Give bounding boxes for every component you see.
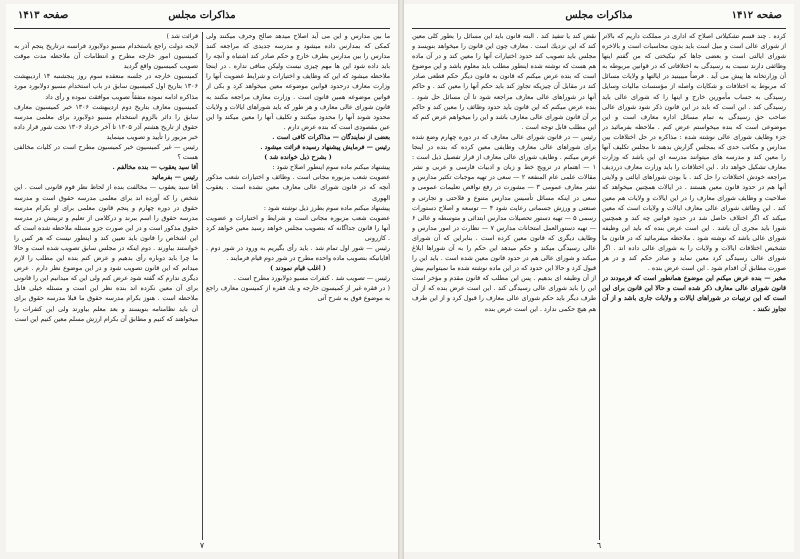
paragraph: رئيس — شور اول تمام شد . بايد رأى بگيريم به ورود در شور دوم . آقايانيكه بتصويب ماده واحده مطرح در شور دوم قيام فرمايند . xyxy=(206,244,390,263)
paragraph: عضويت شعب مزبوره مجانى است و شرايط و اختيارات و عضويت آنها را قانون جداگانه كه بتصويب مجلس خواهد رسيد معين خواهد كرد . كازرونى xyxy=(206,214,390,242)
right-column xyxy=(602,32,786,540)
paragraph: بعضى از نمايندگان — مذاكرات كافى است . xyxy=(272,133,390,141)
page-number: ٧ xyxy=(199,541,205,550)
header-title: مذاكرات مجلس xyxy=(565,10,633,21)
text-columns xyxy=(412,32,786,540)
header-rule xyxy=(14,28,390,29)
paragraph: لايحه دولت راجع باستخدام مسيو دولابورد فرانسه درتاريخ پنجم آذر به كميسيون امور خارجه مطرح و انتظامات آن ملاحظه مدت موقت تصويب كميسيون واقع گرديد xyxy=(14,43,198,71)
paragraph: ( اغلب قيام نمودند ) xyxy=(270,265,326,273)
paragraph: ما بين مدارس و اين مى آيد اصلاح ميدهد صالح وحرف ميكنند ولى كمكى كه بمدارس داده ميشود و مدرسه جديدى كه مراجعه كنند مدارس را بين مدارس بطرف خارج و حكم صادر كند اشتباه و آنچه را بايد داده شود اين ها مهم چيزى نيست وليكن منافى نداره . در اينجا ملاحظه ميشود كه اين كه وظايف و اختيارات و شرايط عضويت آنها را وزارت معارف درحدود قوانين موضوعه معين ميخواهد كرد و بكى از قوانين موضوعه همين قانون است . وزارت معارف مراجعه مكنند به قانون شوراى عالى معارف و هر طور كه بايد شوراهاى ايالات و ولايات محدود شوند آنها را محدود ميكنند و تكليف آنها را معين ميكند وا اين عين مقصودى است كه بنده عرض دارم . xyxy=(206,33,390,131)
column-divider xyxy=(202,32,203,540)
column-divider xyxy=(599,32,600,540)
right-page xyxy=(404,4,794,552)
paragraph: رئيس — بفرمائيد xyxy=(151,174,198,182)
paragraph: رئيس — غير كميسيون خبر كميسيون مطرح است در كليات مخالفى هست ؟ xyxy=(14,144,198,162)
paragraph: آقا سيد يعقوب — مخالفت بنده از لحاظ نظر قوم قانونى است . اين شخص را كه آورده اند براى معلمى مدرسه حقوق است و مدرسه حقوق در دوره چهارم و پنجم قانون معلمى براى او بكرام مدرسه مدرسه حقوق را اسم ببرند و دركلامى از تعليم و تربيتش در مدرسه حقوق مذكور است و در اين صورت جزو مسئله ملاحظه شده است كه اين اشخاص را قانون بايد تعيين كند و اينطور نيست كه هر كس را خواستند بياورند . دوم اينكه در مجلس سابق تصويب شده است و حالا ما چرا بايد دوباره رأى بدهيم و عرض كنم بنده اين مطلب را لازم ميدانم كه اين قانون تصويب شود و در اين موضوع نظر دارم . عرض ديگرى ندارم كه گفته شود عرض كنم ولى اين كه ميدانيم اين را قانونى براى آن معين نكرده اند بنده نظر اين است و مسئله خيلى قابل ملاحظه است . هنوز بكرام مدرسه حقوق ما قبلا مدرسه حقوق براى آن بايد نظامنامه بنويسند و بعد معلم بياورند ولى اين كتفرات را ميخواهند كه كنيم و مطابق آن بكرام ارزش مسلم معين كنيم اين است xyxy=(14,184,198,323)
paragraph: رئيس — فرمايش پيشنهاد رسيده قرائت ميشود . xyxy=(260,144,390,152)
left-column xyxy=(412,32,596,540)
page-label: صفحه ۱۴۱۳ xyxy=(18,10,69,21)
page-header xyxy=(412,10,786,28)
page-number: ٦ xyxy=(596,541,602,550)
text-columns xyxy=(14,32,390,540)
paragraph: رئيس — تصويب شد . كتفرات مسيو دولابورد مطرح است . xyxy=(233,275,390,283)
paragraph: عضويت شعب مزبوره مجانى است . وظائف و اختيارات شعب مذكور آنچه كه در قانون شوراى عالى معارف معين نشده است . يعقوب الهورى xyxy=(206,174,390,202)
paragraph: پيشنهاد ميكنم ماده سوم بطرز ذيل نوشته شود : xyxy=(263,204,390,212)
left-column xyxy=(14,32,198,540)
paragraph: كرده . چند قسم تشكيلاتى اصلاح كه ادارى در مملكت داريم كه بالاتر از شوراى عالى است و ميل است بايد بدون محاسبات است و بالاخره شوراى ايالتى است و بعضى جاها كم نيكبختى كه من گفتم اينها وظائفى دارند نسبت به رسيدگى به اختلافاتى كه در قوانين مربوطه به آن وزارتخانه ها پيش مى آيد . فرضاً ميبينيد در ايالتها و ولايات مسائل كه مربوط به اختلافات و شكايات واصله از مؤسسات ماليات وسايل رسيدگى به حساب مأمورين خارج و اينها را كه شوراى عالى بايد رسيدگى كند . اين است كه بايد در اين قانون ذكر شود شوراى عالى صاحب حق رسيدگى به تمام مسائل اداره معارف است و اين موضوعى است كه بنده ميخواستم عرض كنم . ملاحظه بفرمائيد در جزء وظايف شوراى عالى نوشته شده : مذاكره در حل اختلافات بين مدارس و مكاتب حدى كه بمجلس گزارش بدهند تا مجلس تكليف آنها را معين كند و مدرسه هاى ميتوانند مدرسه اي اين باشد كه وزارت معارف تشكيل خواهد داد . اين اختلافات را بايد وزارت معارف دررديف مراجعه خودش اختلافات را حل كند . با بودن شوراهاى ايالتى و ولايتى آنها هم در حدود قانون معين هستند . در ايالات همچنين ميخواهد كه صلاحيت و وظايف شوراى معارف را در اين ايالات و ولايات هم معين كند . اين وظائف شوراى عالى معارف ايالات و ولايات است كه معين ميكند كه اگر اختلاف حاصل شد در حدود قوانين چه كند و همچنين شورا بايد مجرى آن باشد . اين است عرض بنده كه بايد اين وظيفه شوراى عالى باشد كه نوشته شود . ملاحظه ميفرمائيد كه در قانون ما تشخيص اختلافات ايالات و ولايات را به شوراى عالى داده اند . اگر شوراى عالى رسيدگى كرد معين نمايد و صادر حكم كند و در هر صورت مطابق آن اقدام شود . اين است عرض بنده . xyxy=(602,33,786,273)
paragraph: پيشنهاد ميكنم ماده سوم اينطور اصلاح شود : xyxy=(272,164,390,172)
left-page xyxy=(6,4,398,552)
right-column xyxy=(206,32,390,540)
paragraph: رئيس — در قانون شوراى عالى معارف كه در دوره چهارم وضع شده براى شوراهاى عالى معارف وظايفى معين كرده كه بنده در اينجا عرض ميكنم . وظايف شوراى عالى معارف از قرار تفصيل ذيل است : ۱ — اهتمام در ترويج خط و زبان و ادبيات فارسى و عربى و نشر مقالات علمى عام المنفعه ۲ — سعى در تهيه موجبات تكثير مدارس و نشر معارف عمومى ۳ — مشورت در رفع نواقص تعليمات عمومى و سعى در اينكه مسائل تأسيس مدارس متنوع و فلاحتى و تجارتى و صنعتى و ورزش جسمانى رعايت شود ۴ — توسعه و اصلاح دستورات رسمى ۵ — تهيه دستور تحصيلات مدارس ابتدائى و متوسطه و عالى ۶ — تهيه دستورالعمل امتحانات مدارس ۷ — نظارت در امور مدارس و وظايف ديگرى كه قانون معين كرده است . بنابراين كه آن شوراى عالى رسيدگى ميكند و حكم ميدهد اين حكم را به آن شوراها ابلاغ ميكند و شوراى عالى هم در حدود قانون معين شده است . بايد اين را قبول كرد و حالا اين حدود كه در اين ماده نوشته شده ما نميتوانيم بيش از آن وظيفه اى بدهيم . پس اين مطلب كه قانون مقدم و مؤخر است اين را بايد شوراى عالى رسيدگى كند . اين است عرض بنده كه از آن طرف ديگر بايد حكم شوراى عالى معارف را قبول كرد و از اين طرف هم هيچ حكمى ندارد . اين است عرض بنده xyxy=(412,133,596,313)
page-header xyxy=(14,10,390,28)
paragraph: ( در فقره غير از كميسون خارجه و يك فقره از كميسون معارف راجع به موضوع فوق به شرح آتى xyxy=(206,285,390,303)
page-label: صفحه ۱۴۱۲ xyxy=(731,10,782,21)
header-title: مذاكرات مجلس xyxy=(168,10,236,21)
paragraph: مخبر — بنده عرض ميكنم اين موضوع همانطور است كه فرمودند در قانون شوراى عالى معارف ذكر شده است و حالا اين قانون براى اين است كه اين ترتيبات در شوراهاى ايالات و ولايات جارى باشد و از آن تجاوز نكنند . xyxy=(602,275,786,313)
paragraph: كميسيون معارف بتاريخ دوم اردیبهشت ۱۳۰۶ خبر كميسيون معارف سابق را دائر بالزوم استخدام مسيو دولابورد براى معلمى مدرسه حقوق از تاريخ هشتم آذر ۱۳۰۵ تا آخر خرداد ۱۳۰۶ تحت شور قرار داده خبر مزبور را تأييد و تصويب مينمايد xyxy=(14,103,198,141)
paragraph: ( بشرح ذيل خوانده شد ) xyxy=(264,154,332,162)
paragraph: نقض كند يا تنفيذ كند . البته قانون بايد اين مسائل را بطور كلى معين كند كه اين نزديك است . معارف چون اين قانون را ميخواهد بنويسد و مجلس بايد تصويب كند حدود اختيارات آنها را معين كند و در آن ماده هم هست كه نوشته شده اينطور مطلب بايد معلوم باشد و اين موضوع است كه بنده عرض ميكنم كه قانون به قانون ديگر حكم قطعى صادر كند در مقابل آن چيزيكه تجاوز كند بايد حكم آنها را معين كند . و حاكم آنها در شوراهاى عالى معارف مراجعه شود تا آن مسائل حل شود . بنده عرض ميكنم كه اين قانون بايد حدود وظائف را معين كند و حاكم بر آن قانون شوراى عالى معارف باشد و اين را ميخواهم عرض كنم كه اين مطلب قابل توجه است . xyxy=(412,33,596,131)
header-rule xyxy=(412,28,786,29)
paragraph: كميسيون خارجه در جلسه منعقده سوم روز پنجشنبه ۱۴ اردیبهشت ۱۳۰۶ بتاريخ اول كميسيون سابق در باب استخدام مسيو دولابورد مورد مذاكره ادامه نموده متفقاً تصويب موافقت نموده و رأى داد xyxy=(14,73,198,101)
paragraph: آقا سيد يعقوب — بنده مخالفم . xyxy=(112,164,198,172)
paragraph: قرائت شد ) xyxy=(166,33,198,40)
